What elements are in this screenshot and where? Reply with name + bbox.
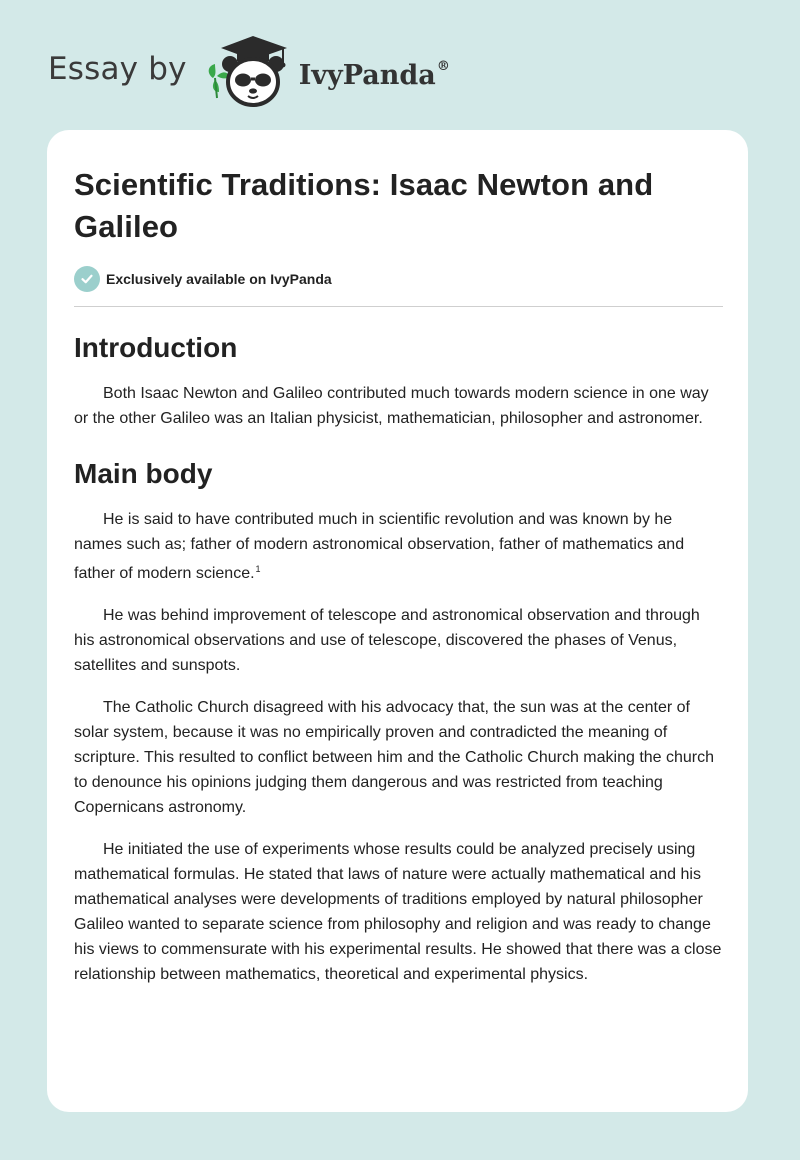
divider <box>74 306 723 307</box>
brand-name <box>299 59 450 91</box>
essay-title: Scientific Traditions: Isaac Newton and Galileo <box>74 167 654 244</box>
paragraph: He was behind improvement of telescope and astronomical observation and through his astronomical observations and use of telescope, discovered the phases of Venus, satellites and sunspots. <box>74 607 700 674</box>
paragraph: He initiated the use of experiments whose results could be analyzed precisely using mathematical formulas. He stated that laws of nature were actually mathematical and his mathematical analyses were developments of traditions employed by natural philosopher Galileo wanted to separate science from philosophy and religion and was ready to change his views to commensurate with his experimental results. He showed that there was a close relationship between mathematics, theoretical and experimental physics. <box>74 841 722 983</box>
paragraph-text: He is said to have contributed much in scientific revolution and was known by he names such as; father of modern astronomical observation, father of mathematics and father of modern science. <box>74 511 685 582</box>
registered-mark: ® <box>436 59 450 74</box>
footnote-link[interactable]: 1 <box>255 564 261 574</box>
exclusive-badge <box>74 264 722 294</box>
essay-card <box>47 130 748 1112</box>
essay-by-label: Essay by <box>48 51 187 87</box>
badge-text: Exclusively available on IvyPanda <box>106 271 332 287</box>
site-header <box>48 34 450 110</box>
brand-text: IvyPanda <box>298 60 436 91</box>
panda-graduate-icon <box>203 34 295 110</box>
paragraph: Both Isaac Newton and Galileo contributed much towards modern science in one way or the other Galileo was an Italian physicist, mathematician, philosopher and astronomer. <box>74 385 709 427</box>
paragraph <box>74 507 724 586</box>
section-heading-main-body: Main body <box>74 458 213 489</box>
checkmark-icon <box>74 266 100 292</box>
paragraph: The Catholic Church disagreed with his advocacy that, the sun was at the center of solar system, because it was no empirically proven and contradicted the meaning of scripture. This resulted to conflict between him and the Catholic Church making the church to denounce his opinions judging them dangerous and was restricted from teaching Copernicans astronomy. <box>74 699 715 816</box>
section-heading-introduction: Introduction <box>74 332 238 363</box>
